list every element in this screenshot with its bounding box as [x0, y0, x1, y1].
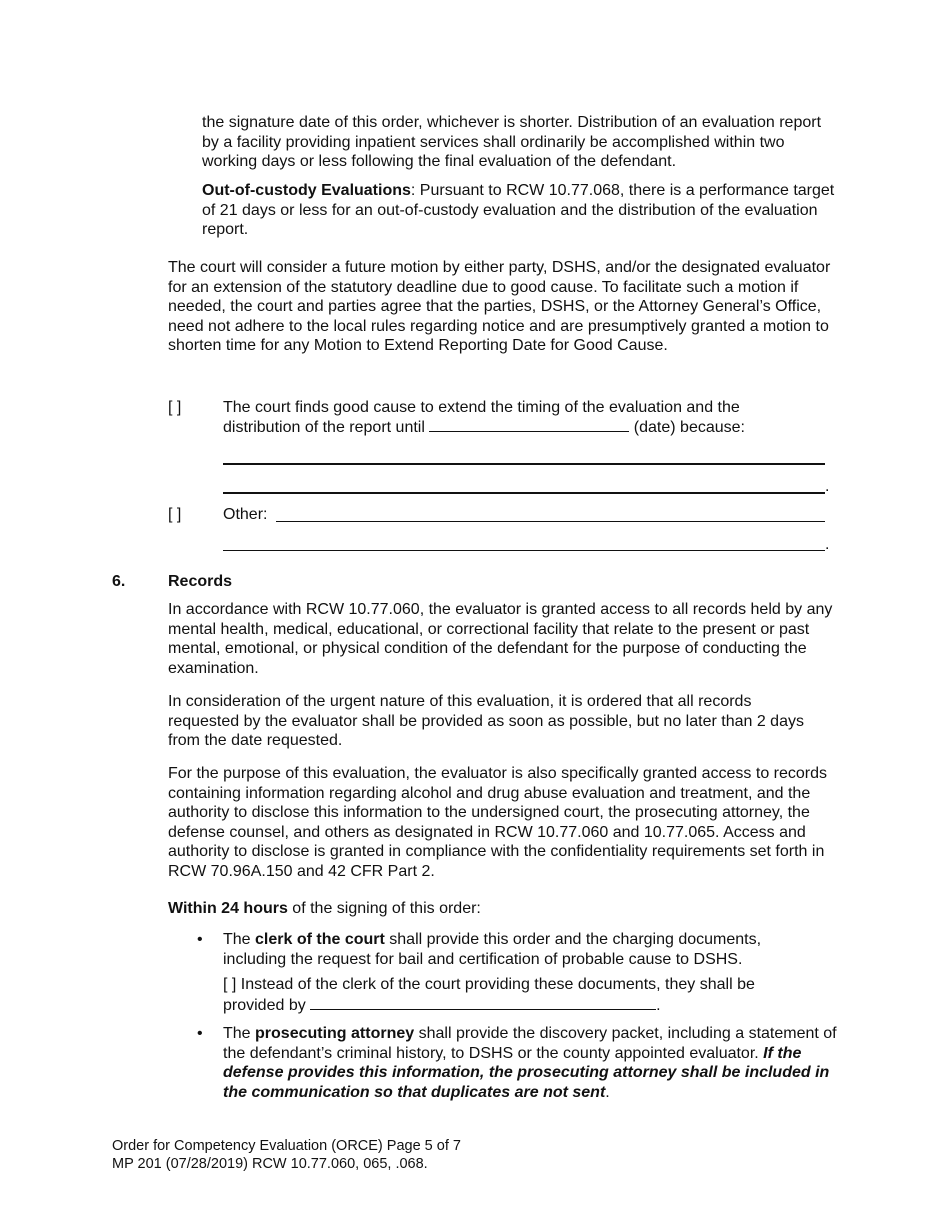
within-24-hours-bold: Within 24 hours [168, 900, 288, 917]
good-cause-checkbox[interactable]: [ ] [168, 399, 182, 416]
bullet-2-pre: The [223, 1025, 256, 1042]
extension-date-field[interactable] [429, 417, 629, 432]
future-motion-paragraph: The court will consider a future motion by either party, DSHS, and/or the designated evaluator for an extension of the statutory deadline due to good cause. To facilitate such a motion if needed, the court and parties agree that the parties, DSHS, or the Attorney General’s Office, need not adhere to the local rules regarding notice and are presumptively granted a motion to shorten time for any Motion to Extend Reporting Date for Good Cause. [168, 259, 831, 355]
other-label: Other: [223, 506, 268, 523]
good-cause-line1: The court finds good cause to extend the timing of the evaluation and the [223, 399, 740, 416]
other-line-2[interactable] [223, 550, 825, 551]
out-of-custody-text: : Pursuant to RCW 10.77.068, there is a performance target of 21 days or less for an out-of-custody evaluation and the distribution of the evaluation report. [202, 182, 835, 239]
bullet-2-mid: shall provide the discovery packet, including a statement of the defendant’s criminal history, to DSHS or the county appointed evaluator. [223, 1025, 837, 1062]
good-cause-line2-pre: distribution of the report until [223, 419, 425, 436]
good-cause-line2-post: (date) because: [633, 419, 745, 436]
records-paragraph-2: In consideration of the urgent nature of this evaluation, it is ordered that all records requested by the evaluator shall be provided as soon as possible, but no later than 2 days from the date requested. [168, 693, 804, 750]
out-of-custody-heading: Out-of-custody Evaluations [202, 182, 411, 199]
out-of-custody-paragraph [202, 181, 842, 240]
bullet-2-text [223, 1024, 843, 1102]
bullet-1-sub-line1: [ ] Instead of the clerk of the court providing these documents, they shall be [223, 976, 755, 993]
other-checkbox[interactable]: [ ] [168, 506, 182, 523]
continuation-paragraph: the signature date of this order, whichever is shorter. Distribution of an evaluation report by a facility providing inpatient services shall ordinarily be accomplished within two working days or less following the final evaluation of the defendant. [202, 114, 822, 171]
provided-by-field[interactable] [310, 995, 656, 1010]
bullet-2-bold: prosecuting attorney [255, 1025, 415, 1042]
reason-end-mark: . [825, 478, 830, 495]
footer-line-2: MP 201 (07/28/2019) RCW 10.77.060, 065, .068. [112, 1156, 428, 1172]
bullet-1-pre: The [223, 931, 256, 948]
reason-line-2[interactable] [223, 492, 825, 494]
bullet-2-symbol: • [197, 1025, 203, 1042]
provided-by-end: . [656, 997, 661, 1014]
records-paragraph-1: In accordance with RCW 10.77.060, the evaluator is granted access to all records held by any mental health, medical, educational, or correctional facility that relate to the present or past mental, emotional, or physical condition of the defendant for the purpose of conducting the examination. [168, 601, 833, 677]
bullet-1-sub-line2 [223, 995, 843, 1016]
section-heading: Records [168, 573, 233, 590]
bullet-1-text [223, 930, 823, 969]
provided-by-label: provided by [223, 997, 306, 1014]
within-24-hours-rest: of the signing of this order: [287, 900, 481, 917]
section-number: 6. [112, 573, 126, 590]
reason-line-1[interactable] [223, 463, 825, 465]
records-paragraph-3: For the purpose of this evaluation, the evaluator is also specifically granted access to records containing information regarding alcohol and drug abuse evaluation and treatment, and the authority to disclose this information to the undersigned court, the prosecuting attorney, the defense counsel, and others as designated in RCW 10.77.060 and 10.77.065. Access and authority to disclose is granted in compliance with the confidentiality requirements set forth in RCW 70.96A.150 and 42 CFR Part 2. [168, 765, 828, 880]
footer-line-1: Order for Competency Evaluation (ORCE) Page 5 of 7 [112, 1138, 461, 1154]
other-line-1[interactable] [276, 521, 825, 522]
bullet-2-bold-italic: If the defense provides this information, the prosecuting attorney shall be included in the communication so that duplicates are not sent [223, 1044, 830, 1101]
other-end-mark: . [825, 536, 830, 553]
bullet-1-post: shall provide this order and the charging documents, including the request for bail and certification of probable cause to DSHS. [223, 931, 762, 968]
bullet-1-bold: clerk of the court [255, 931, 385, 948]
bullet-1-symbol: • [197, 931, 203, 948]
good-cause-line2 [223, 417, 843, 438]
bullet-2-end: . [605, 1083, 610, 1101]
within-24-hours [168, 899, 842, 919]
